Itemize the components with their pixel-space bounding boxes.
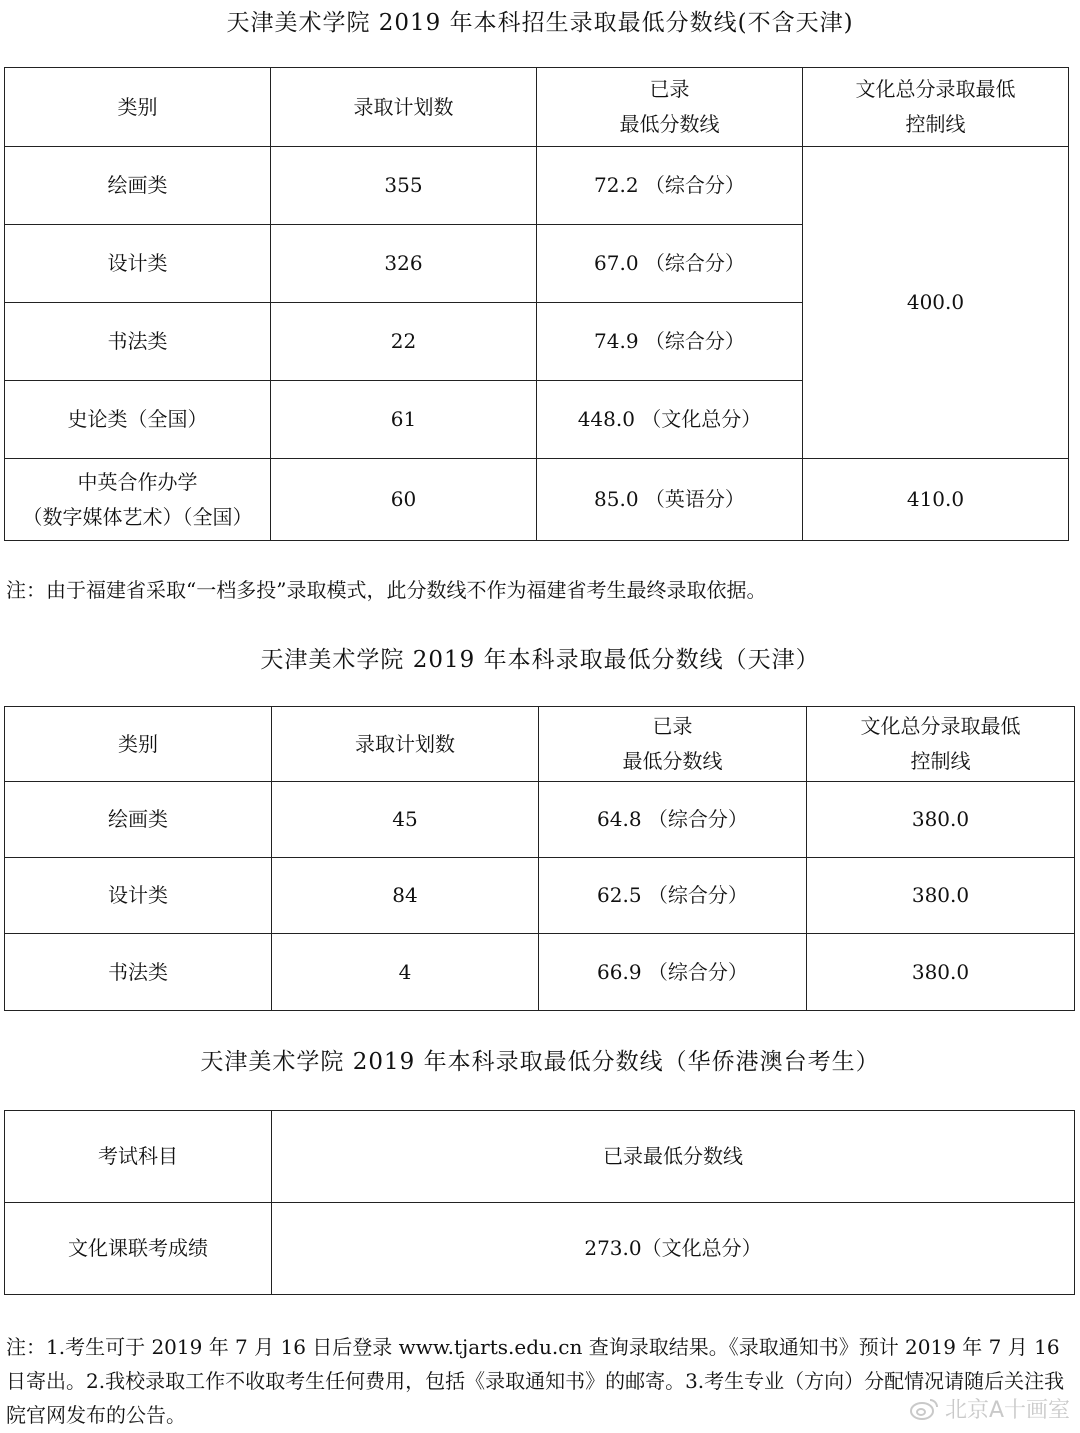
header-culture-line1: 文化总分录取最低	[855, 77, 1016, 101]
table-row	[5, 459, 1069, 541]
header-min-score	[539, 707, 807, 782]
table-row	[5, 1203, 1075, 1295]
header-min-score-line2: 最低分数线	[622, 749, 723, 773]
cell-plan: 4	[272, 934, 539, 1011]
cell-category: 史论类（全国）	[5, 381, 271, 459]
table-tianjin	[4, 706, 1075, 1011]
cell-min-score: 66.9 （综合分）	[539, 934, 807, 1011]
weibo-icon	[909, 1397, 939, 1421]
cell-category	[5, 459, 271, 541]
table-header-row	[5, 707, 1075, 782]
header-min-score-line1: 已录	[652, 714, 693, 738]
cell-min-score: 448.0 （文化总分）	[537, 381, 803, 459]
header-min-score-line2: 最低分数线	[619, 112, 720, 136]
cell-category: 设计类	[5, 858, 272, 934]
cell-plan: 45	[272, 782, 539, 858]
cell-category: 绘画类	[5, 782, 272, 858]
cell-min-score: 85.0 （英语分）	[537, 459, 803, 541]
header-culture-line2: 控制线	[905, 112, 966, 136]
cell-plan: 326	[271, 225, 537, 303]
section1-note: 注：由于福建省采取“一档多投”录取模式，此分数线不作为福建省考生最终录取依据。	[6, 578, 767, 602]
header-plan: 录取计划数	[272, 707, 539, 782]
watermark-text: 北京A十画室	[944, 1398, 1070, 1423]
cell-plan: 355	[271, 147, 537, 225]
cell-culture-line: 380.0	[807, 858, 1075, 934]
table-row	[5, 782, 1075, 858]
table-header-row	[5, 68, 1069, 147]
cell-category: 书法类	[5, 303, 271, 381]
table-row	[5, 858, 1075, 934]
header-min-score-line1: 已录	[649, 77, 690, 101]
table-non-tianjin	[4, 67, 1069, 541]
cell-plan: 61	[271, 381, 537, 459]
table-header-row	[5, 1111, 1075, 1203]
header-subject: 考试科目	[5, 1111, 272, 1203]
table-row	[5, 934, 1075, 1011]
cell-category: 书法类	[5, 934, 272, 1011]
section3-title: 天津美术学院 2019 年本科录取最低分数线（华侨港澳台考生）	[200, 1049, 880, 1075]
header-culture-line1: 文化总分录取最低	[860, 714, 1021, 738]
cell-plan: 60	[271, 459, 537, 541]
footer-note: 注：1.考生可于 2019 年 7 月 16 日后登录 www.tjarts.edu.cn 查询录取结果。《录取通知书》预计 2019 年 7 月 16 日寄出。2.我校录取工作不收取考生任何费用，包括《录取通知书》的邮寄。3.考生专业（方向）分配情况请随后关注我院官网发布的公告。	[6, 1335, 1065, 1427]
cell-min-score: 74.9 （综合分）	[537, 303, 803, 381]
cell-category: 绘画类	[5, 147, 271, 225]
cell-min-score: 67.0 （综合分）	[537, 225, 803, 303]
cell-min-score: 64.8 （综合分）	[539, 782, 807, 858]
table-overseas	[4, 1110, 1075, 1295]
cell-culture-line: 380.0	[807, 934, 1075, 1011]
cell-category-line2: （数字媒体艺术）（全国）	[22, 504, 253, 529]
cell-min-score: 62.5 （综合分）	[539, 858, 807, 934]
table-row	[5, 147, 1069, 225]
header-culture-line	[803, 68, 1069, 147]
cell-merged-culture-line: 400.0	[803, 147, 1069, 459]
header-culture-line2: 控制线	[910, 749, 971, 773]
header-min-score: 已录最低分数线	[272, 1111, 1075, 1203]
cell-culture-line: 410.0	[803, 459, 1069, 541]
header-culture-line	[807, 707, 1075, 782]
header-category: 类别	[5, 707, 272, 782]
cell-plan: 84	[272, 858, 539, 934]
header-plan: 录取计划数	[271, 68, 537, 147]
section2-title: 天津美术学院 2019 年本科录取最低分数线（天津）	[260, 647, 820, 673]
cell-plan: 22	[271, 303, 537, 381]
cell-culture-line: 380.0	[807, 782, 1075, 858]
cell-category-line1: 中英合作办学	[77, 469, 198, 494]
cell-min-score: 273.0（文化总分）	[272, 1203, 1075, 1295]
section1-title: 天津美术学院 2019 年本科招生录取最低分数线(不含天津)	[226, 10, 854, 36]
header-min-score	[537, 68, 803, 147]
cell-subject: 文化课联考成绩	[5, 1203, 272, 1295]
cell-category: 设计类	[5, 225, 271, 303]
header-category: 类别	[5, 68, 271, 147]
watermark	[909, 1393, 1070, 1424]
cell-min-score: 72.2 （综合分）	[537, 147, 803, 225]
